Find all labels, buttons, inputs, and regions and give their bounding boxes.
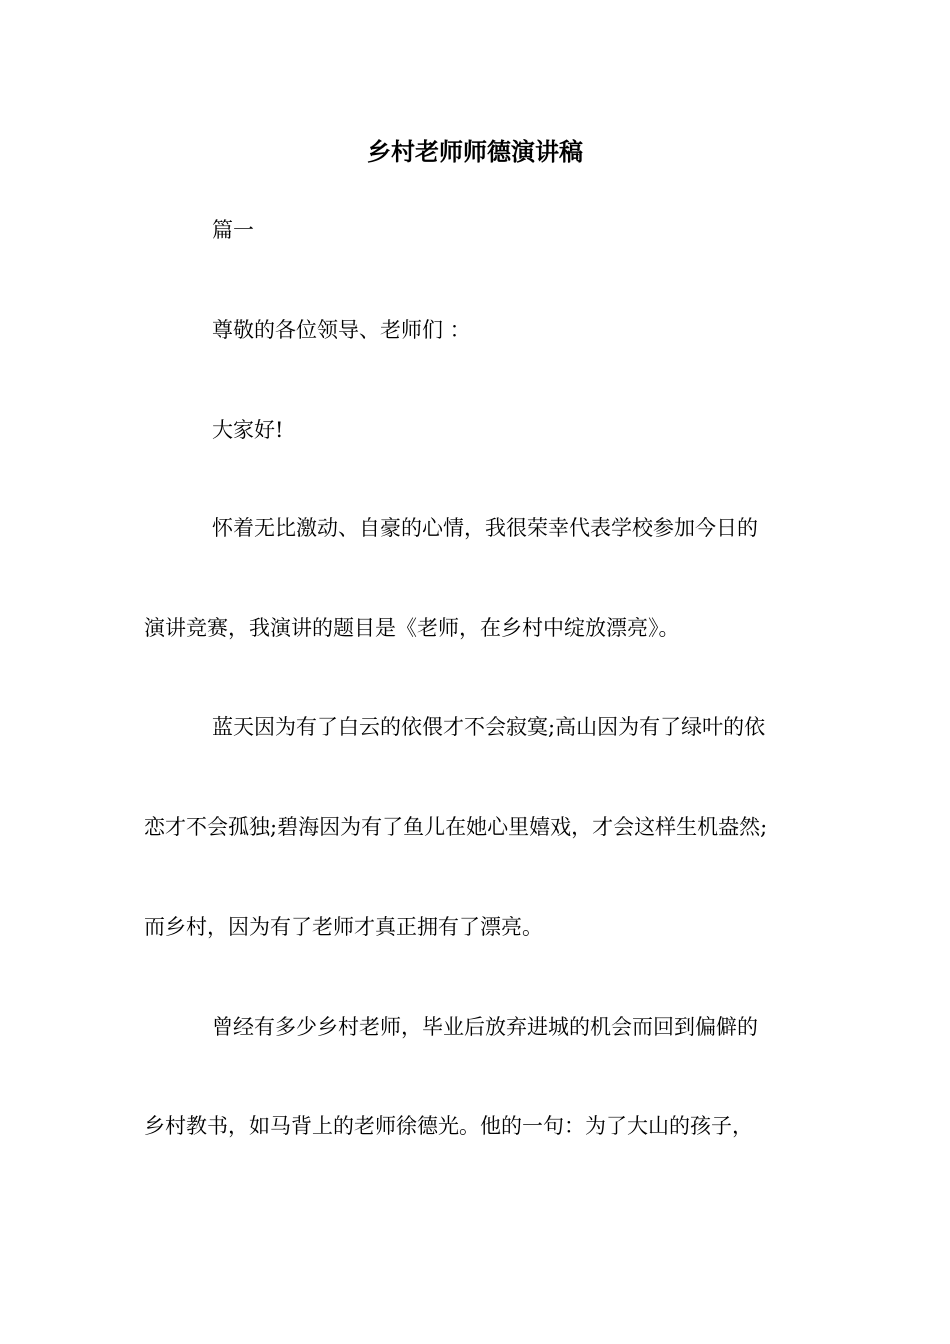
paragraph-line: 曾经有多少乡村老师，毕业后放弃进城的机会而回到偏僻的 <box>212 1015 758 1039</box>
greeting-line: 大家好! <box>212 418 284 442</box>
document-title: 乡村老师师德演讲稿 <box>367 138 583 166</box>
paragraph-line: 恋才不会孤独;碧海因为有了鱼儿在她心里嬉戏，才会这样生机盎然; <box>144 815 768 839</box>
paragraph-line: 蓝天因为有了白云的依偎才不会寂寞;高山因为有了绿叶的依 <box>212 715 766 739</box>
section-heading: 篇一 <box>212 218 254 242</box>
paragraph-line: 演讲竞赛，我演讲的题目是《老师，在乡村中绽放漂亮》。 <box>144 616 680 640</box>
salutation-line: 尊敬的各位领导、老师们 ： <box>212 318 471 342</box>
paragraph-line: 怀着无比激动、自豪的心情，我很荣幸代表学校参加今日的 <box>212 516 758 540</box>
paragraph-line: 乡村教书，如马背上的老师徐德光。他的一句：为了大山的孩子， <box>144 1114 753 1138</box>
paragraph-line: 而乡村，因为有了老师才真正拥有了漂亮。 <box>144 915 543 939</box>
